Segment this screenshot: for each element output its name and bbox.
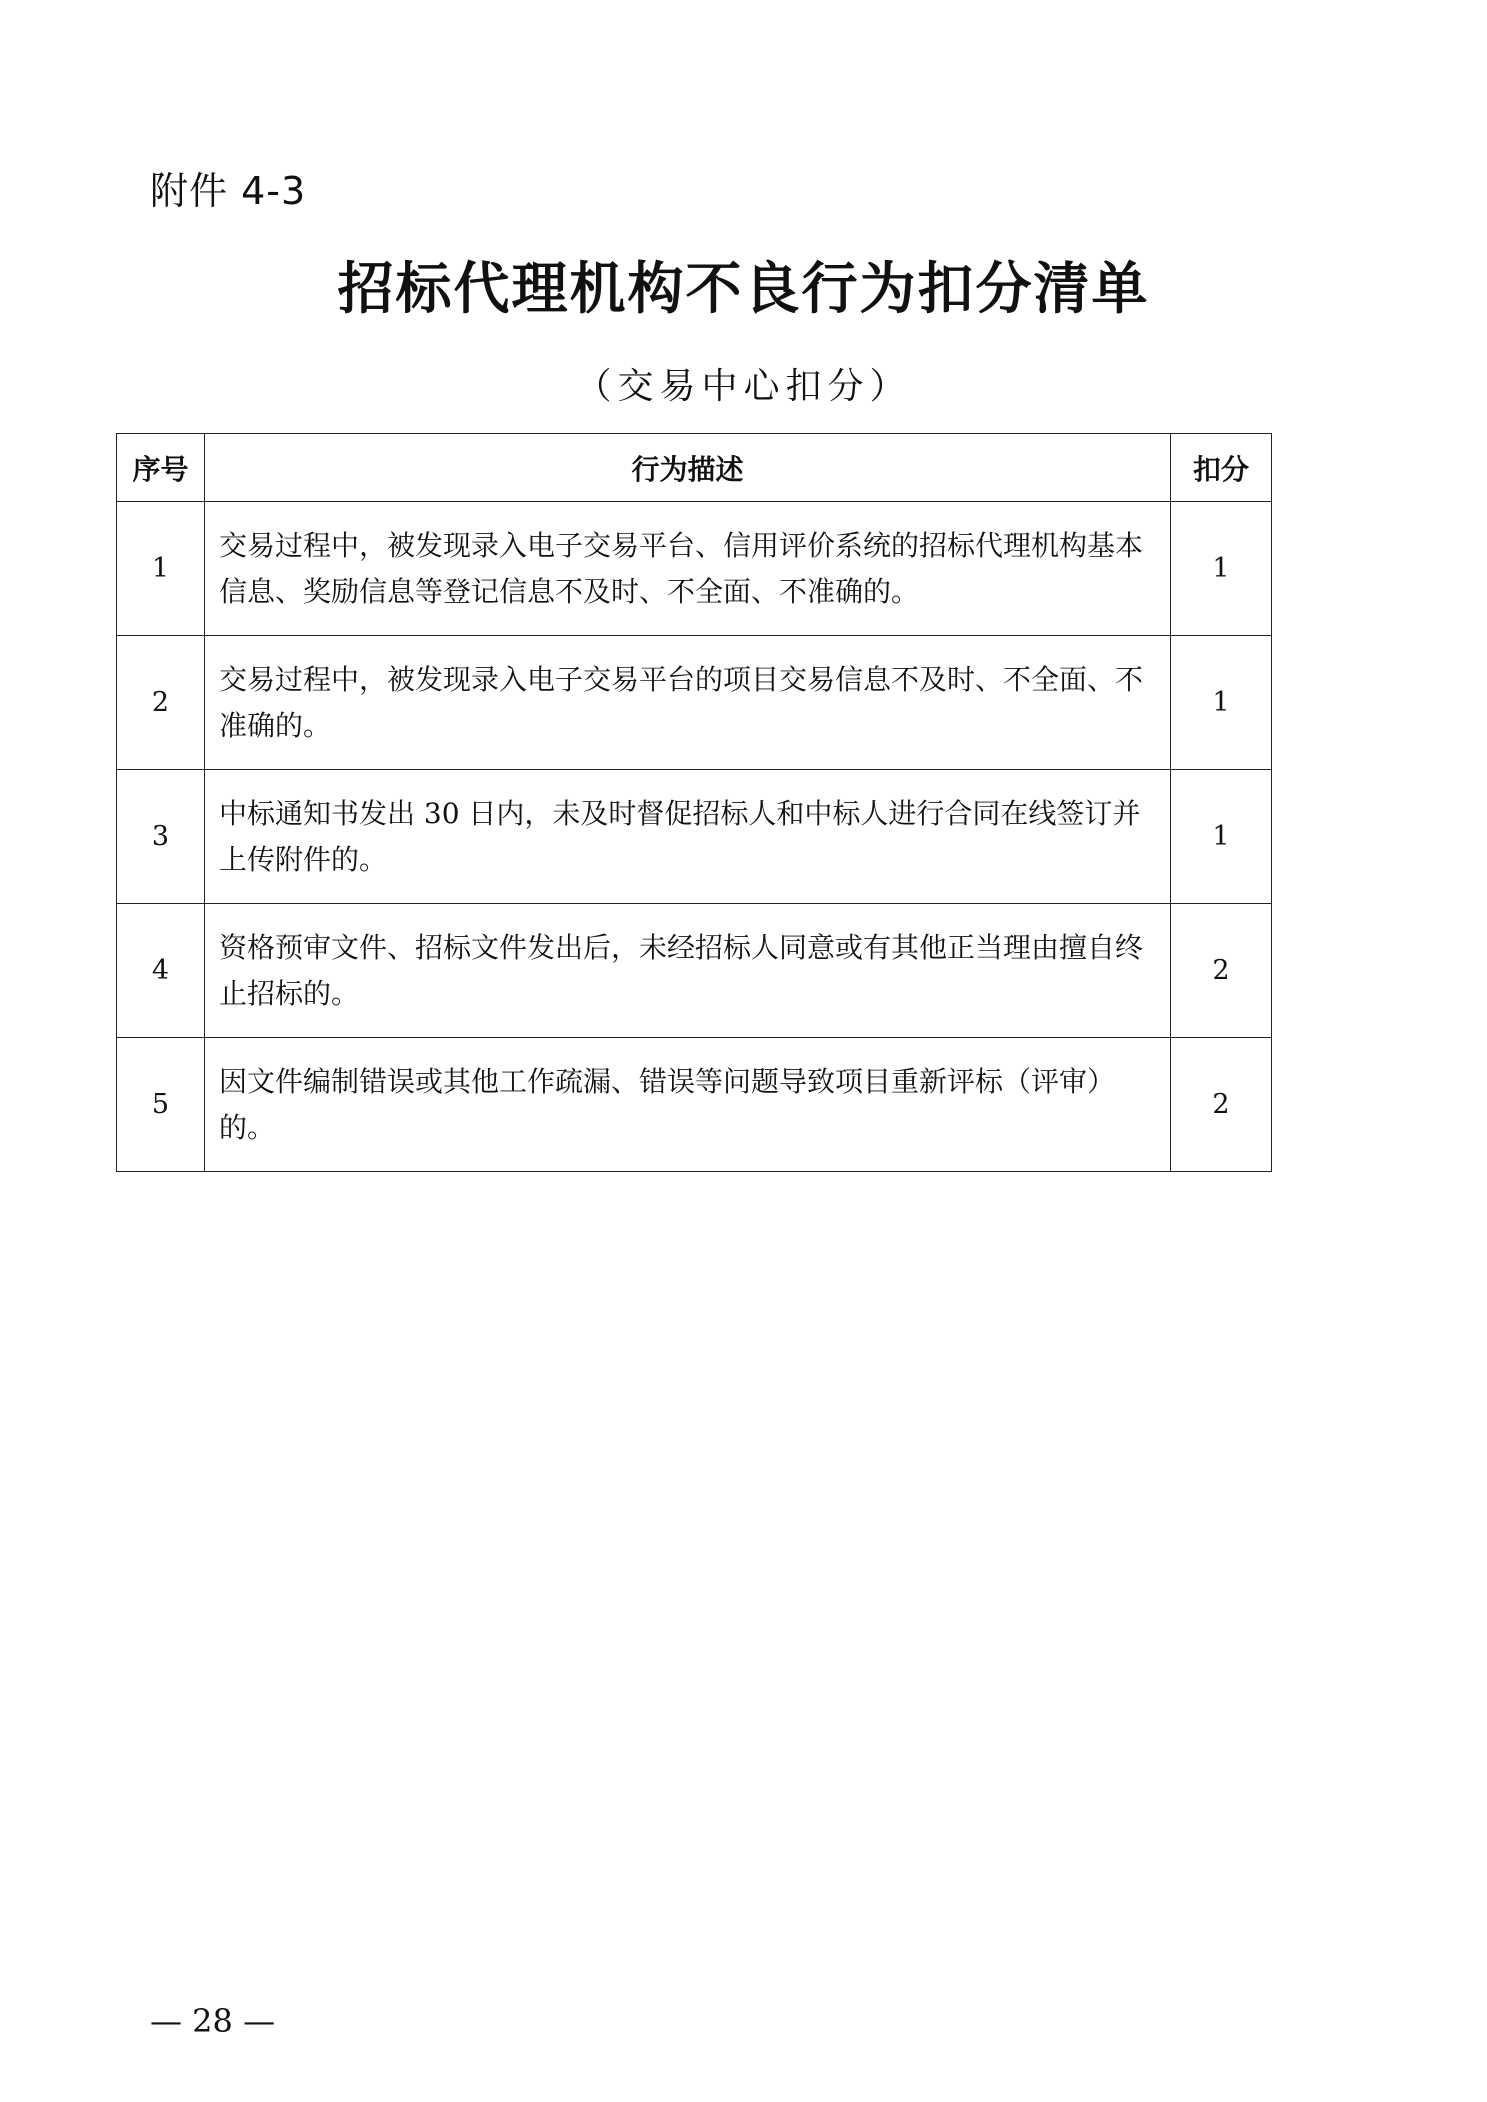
row-score: 2 bbox=[1171, 904, 1272, 1038]
row-desc: 资格预审文件、招标文件发出后，未经招标人同意或有其他正当理由擅自终止招标的。 bbox=[205, 904, 1171, 1038]
page-title: 招标代理机构不良行为扣分清单 bbox=[337, 257, 1150, 322]
table-row bbox=[117, 770, 1272, 904]
row-seq: 4 bbox=[117, 904, 205, 1038]
row-seq: 5 bbox=[117, 1038, 205, 1172]
header-score: 扣分 bbox=[1171, 434, 1272, 502]
attachment-label: 附件 4-3 bbox=[150, 169, 307, 213]
row-score: 2 bbox=[1171, 1038, 1272, 1172]
row-desc: 因文件编制错误或其他工作疏漏、错误等问题导致项目重新评标（评审）的。 bbox=[205, 1038, 1171, 1172]
header-desc: 行为描述 bbox=[205, 434, 1171, 502]
row-seq: 1 bbox=[117, 502, 205, 636]
page-subtitle: （交易中心扣分） bbox=[575, 366, 912, 407]
table-row bbox=[117, 1038, 1272, 1172]
row-score: 1 bbox=[1171, 770, 1272, 904]
row-desc: 交易过程中，被发现录入电子交易平台、信用评价系统的招标代理机构基本信息、奖励信息等登记信息不及时、不全面、不准确的。 bbox=[205, 502, 1171, 636]
table-header-row bbox=[117, 434, 1272, 502]
table-row bbox=[117, 904, 1272, 1038]
deduction-table bbox=[116, 433, 1272, 1172]
row-score: 1 bbox=[1171, 502, 1272, 636]
row-seq: 2 bbox=[117, 636, 205, 770]
row-score: 1 bbox=[1171, 636, 1272, 770]
row-desc: 中标通知书发出 30 日内，未及时督促招标人和中标人进行合同在线签订并上传附件的。 bbox=[205, 770, 1171, 904]
table-row bbox=[117, 502, 1272, 636]
page-number: — 28 — bbox=[150, 2002, 276, 2040]
table-row bbox=[117, 636, 1272, 770]
header-seq: 序号 bbox=[117, 434, 205, 502]
row-seq: 3 bbox=[117, 770, 205, 904]
row-desc: 交易过程中，被发现录入电子交易平台的项目交易信息不及时、不全面、不准确的。 bbox=[205, 636, 1171, 770]
